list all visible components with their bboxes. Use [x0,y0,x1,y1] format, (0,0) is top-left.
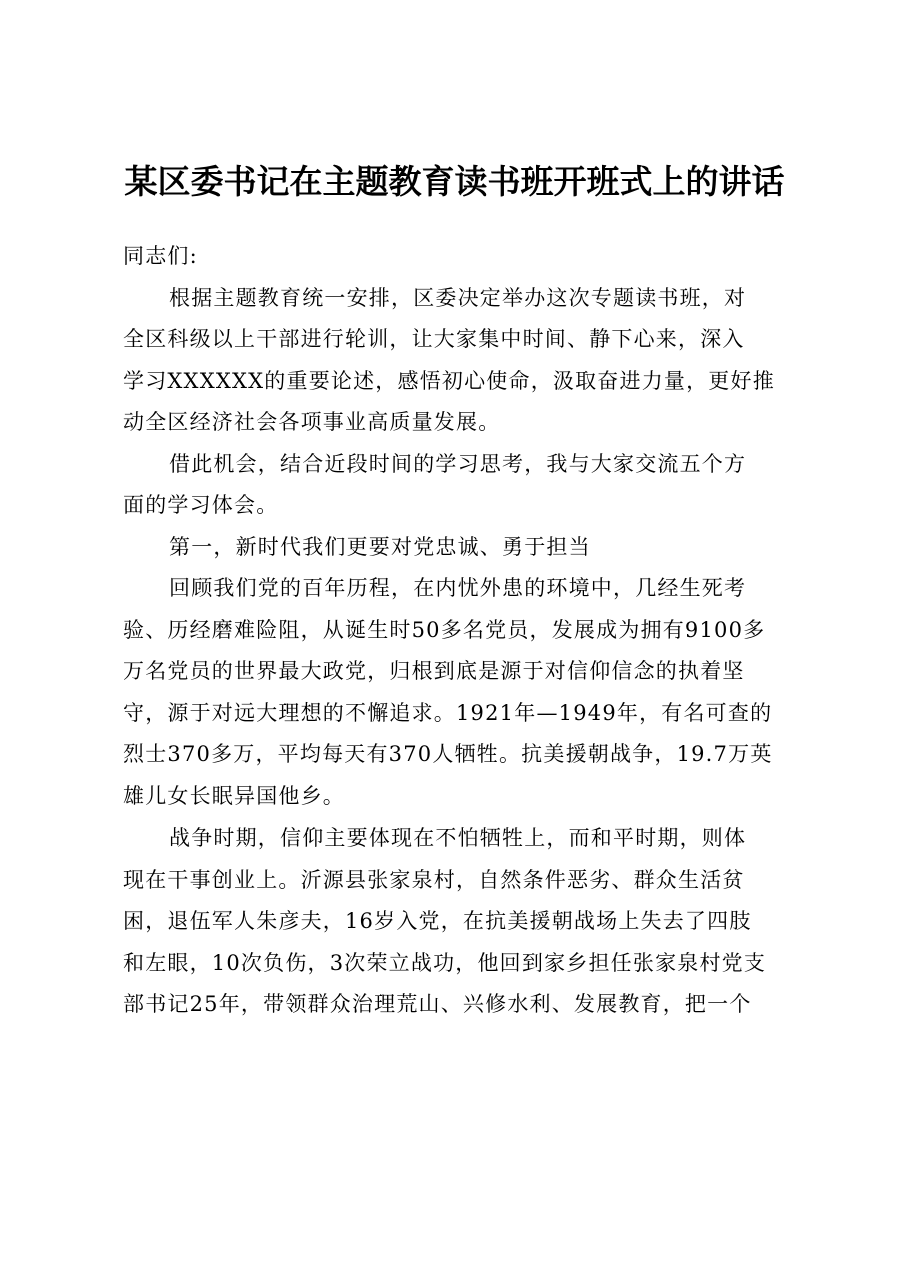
paragraph-line: 面的学习体会。 [123,493,279,517]
paragraph-line: 万名党员的世界最大政党，归根到底是源于对信仰信念的执着坚 [123,659,745,683]
salutation-line: 同志们: [123,244,198,268]
paragraph-line: 动全区经济社会各项事业高质量发展。 [123,410,501,434]
salutation [123,236,823,278]
paragraph-line: 困，退伍军人朱彦夫，16岁入党，在抗美援朝战场上失去了四肢 [123,909,752,933]
paragraph-line: 战争时期，信仰主要体现在不怕牺牲上，而和平时期，则体 [169,826,747,850]
paragraph-line: 部书记25年，带领群众治理荒山、兴修水利、发展教育，把一个 [123,992,752,1016]
paragraph-line: 学习XXXXXX的重要论述，感悟初心使命，汲取奋进力量，更好推 [123,368,775,393]
paragraph-line: 验、历经磨难险阻，从诞生时50多名党员，发展成为拥有9100多 [123,617,766,642]
paragraph-1 [123,278,823,444]
paragraph-3 [123,568,823,817]
section-heading-1 [123,527,823,569]
paragraph-2 [123,444,823,527]
paragraph-line: 雄儿女长眠异国他乡。 [123,783,345,808]
paragraph-line: 守，源于对远大理想的不懈追求。1921年—1949年，有名可查的 [123,700,773,725]
section-heading-line: 第一，新时代我们更要对党忠诚、勇于担当 [169,534,591,559]
paragraph-line: 借此机会，结合近段时间的学习思考，我与大家交流五个方 [169,451,747,476]
paragraph-line: 回顾我们党的百年历程，在内忧外患的环境中，几经生死考 [169,576,747,600]
document-title: 某区委书记在主题教育读书班开班式上的讲话 [124,162,785,201]
paragraph-line: 烈士370多万，平均每天有370人牺牲。抗美援朝战争，19.7万英 [123,742,773,766]
paragraph-4 [123,818,823,1026]
paragraph-line: 现在干事创业上。沂源县张家泉村，自然条件恶劣、群众生活贫 [123,867,745,892]
document-body [123,236,823,1026]
paragraph-line: 根据主题教育统一安排，区委决定举办这次专题读书班，对 [169,285,747,310]
paragraph-line: 和左眼，10次负伤，3次荣立战功，他回到家乡担任张家泉村党支 [123,950,767,975]
paragraph-line: 全区科级以上干部进行轮训，让大家集中时间、静下心来，深入 [123,327,745,351]
